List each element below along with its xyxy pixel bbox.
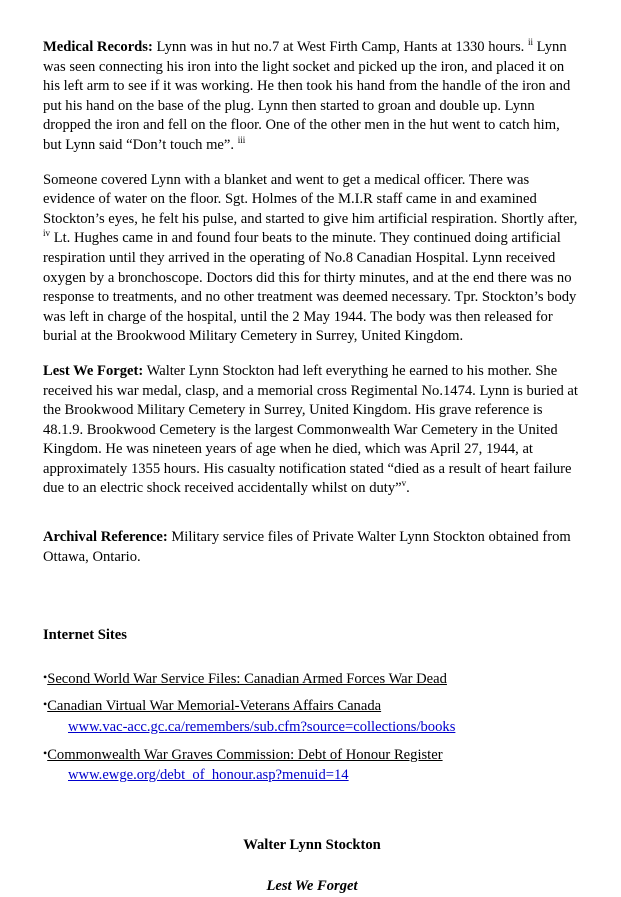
footer-motto: Lest We Forget (266, 878, 358, 895)
list-item (43, 744, 581, 786)
footnote-marker-ii: ii (527, 37, 533, 48)
bullet-icon: • (43, 697, 48, 712)
section-heading-internet-sites: Internet Sites (43, 627, 127, 644)
list-item (43, 668, 581, 690)
paragraph-label-medical-records: Medical Records: (43, 39, 153, 55)
paragraph-text-a: Someone covered Lynn with a blanket and went to get a medical officer. There was evidence of water on the floor. Sgt. Holmes of the M.I.R staff came in and examined Stockton’s eyes, he felt his pulse, and started to give him artificial respiration. Shortly after, (43, 171, 578, 227)
paragraph-text-a: Walter Lynn Stockton had left everything he earned to his mother. She received his war medal, clasp, and a memorial cross Regimental No.1474. Lynn is buried at the Brookwood Military Cemetery in Surrey, United Kingdom. His grave reference is 48.1.9. Brookwood Cemetery is the largest Commonwealth War Cemetery in the United Kingdom. He was nineteen years of age when he died, which was April 27, 1944, at approximately 1355 hours. His casualty notification stated “died as a result of heart failure due to an electric shock received accidentally whilst on duty” (43, 362, 578, 497)
spacer (43, 604, 581, 626)
url-ewge[interactable]: www.ewge.org/debt_of_honour.asp?menuid=14 (68, 767, 349, 784)
paragraph-text-b: Lt. Hughes came in and found four beats to the minute. They continued doing artificial respiration until they arrived in the operating of No.8 Canadian Hospital. Lynn received oxygen by a bronchoscope. Doctors did this for thirty minutes, and at the end there was no response to treatments, and no other treatment was deemed necessary. Tpr. Stockton’s body was left in charge of the hospital, until the 2 May 1944. The body was then released for burial at the Brookwood Military Cemetery in Surrey, United Kingdom. (43, 230, 577, 345)
paragraph-text-b: . (406, 480, 410, 497)
footnote-marker-iii: iii (237, 135, 246, 146)
spacer (43, 646, 581, 668)
paragraph-text-b: Lynn was seen connecting his iron into the light socket and picked up the iron, and placed it on his left arm to see if it was working. He then took his hand from the handle of the iron and put his hand on the base of the plug. Lynn then started to groan and double up. Lynn dropped the iron and fell on the floor. One of the other men in the hut went to catch him, but Lynn said “Don’t touch me”. (43, 39, 571, 153)
link-row (43, 668, 581, 690)
paragraph-incident-response (43, 171, 581, 347)
bullet-icon: • (43, 669, 48, 684)
spacer (43, 514, 581, 528)
paragraph-medical-records (43, 38, 581, 156)
paragraph-lest-we-forget (43, 362, 581, 499)
list-item (43, 695, 581, 737)
link-url-row (43, 718, 581, 738)
footnote-marker-v: v (401, 478, 407, 489)
paragraph-label-archival-reference: Archival Reference: (43, 529, 168, 546)
spacer (43, 792, 581, 814)
paragraph-text-a: Military service files of Private Walter Lynn Stockton obtained from Ottawa, Ontario. (43, 529, 571, 565)
spacer (43, 582, 581, 604)
link-row (43, 744, 581, 766)
bullet-icon: • (43, 745, 48, 760)
paragraph-archival-reference (43, 528, 581, 567)
link-url-row (43, 766, 581, 786)
link-canadian-virtual-war-memorial[interactable]: Canadian Virtual War Memorial-Veterans Affairs Canada (47, 698, 382, 715)
memorial-footer (43, 836, 581, 897)
footer-name: Walter Lynn Stockton (243, 836, 381, 853)
link-second-world-war-service-files[interactable]: Second World War Service Files: Canadian Armed Forces War Dead (47, 670, 447, 687)
spacer (43, 814, 581, 836)
paragraph-text-a: Lynn was in hut no.7 at West Firth Camp, Hants at 1330 hours. (152, 39, 528, 55)
link-row (43, 695, 581, 717)
spacer (43, 855, 581, 877)
internet-sites-list (43, 668, 581, 786)
paragraph-label-lest-we-forget: Lest We Forget: (43, 362, 144, 379)
link-commonwealth-war-graves-commission[interactable]: Commonwealth War Graves Commission: Debt of Honour Register (47, 746, 443, 763)
footnote-marker-iv: iv (43, 228, 51, 239)
url-vac-acc[interactable]: www.vac-acc.gc.ca/remembers/sub.cfm?source=collections/books (68, 719, 456, 736)
